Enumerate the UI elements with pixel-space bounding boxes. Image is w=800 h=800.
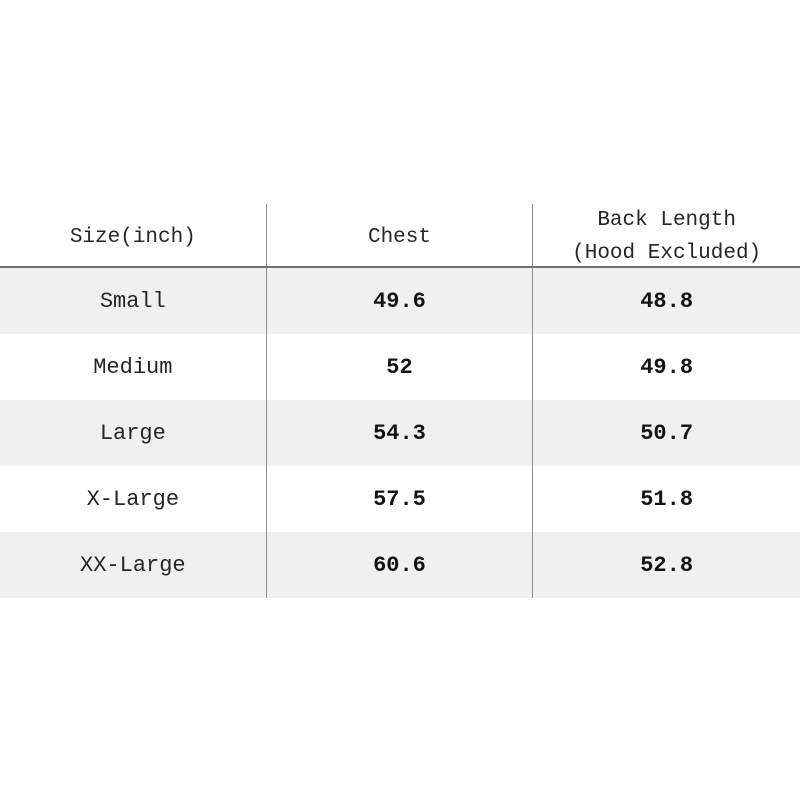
column-header-chest-label: Chest [367,225,431,249]
back-length-value: 52.8 [640,552,694,578]
chest-value: 52 [267,334,534,400]
size-label: Small [0,268,267,334]
table-row-x-large [0,466,800,532]
back-length-value: 51.8 [640,486,694,512]
size-label: Large [0,400,267,466]
column-header-back-length [533,204,800,266]
chest-value: 57.5 [267,466,534,532]
back-length-value: 50.7 [640,420,694,446]
table-row-large [0,400,800,466]
size-label: X-Large [0,466,267,532]
chest-value: 60.6 [267,532,534,598]
column-header-back-length-sublabel: (Hood Excluded) [572,242,762,265]
size-label: XX-Large [0,532,267,598]
table-row-xx-large [0,532,800,598]
size-chart-table [0,204,800,598]
column-header-size [0,204,267,266]
table-row-small [0,268,800,334]
column-header-back-length-label: Back Length [597,209,736,232]
back-length-value: 49.8 [640,354,694,380]
table-header-row [0,204,800,268]
chest-value: 49.6 [267,268,534,334]
column-header-chest [267,204,534,266]
column-header-size-label: Size(inch) [69,225,196,249]
back-length-value: 48.8 [640,288,694,314]
chest-value: 54.3 [267,400,534,466]
table-row-medium [0,334,800,400]
size-label: Medium [0,334,267,400]
